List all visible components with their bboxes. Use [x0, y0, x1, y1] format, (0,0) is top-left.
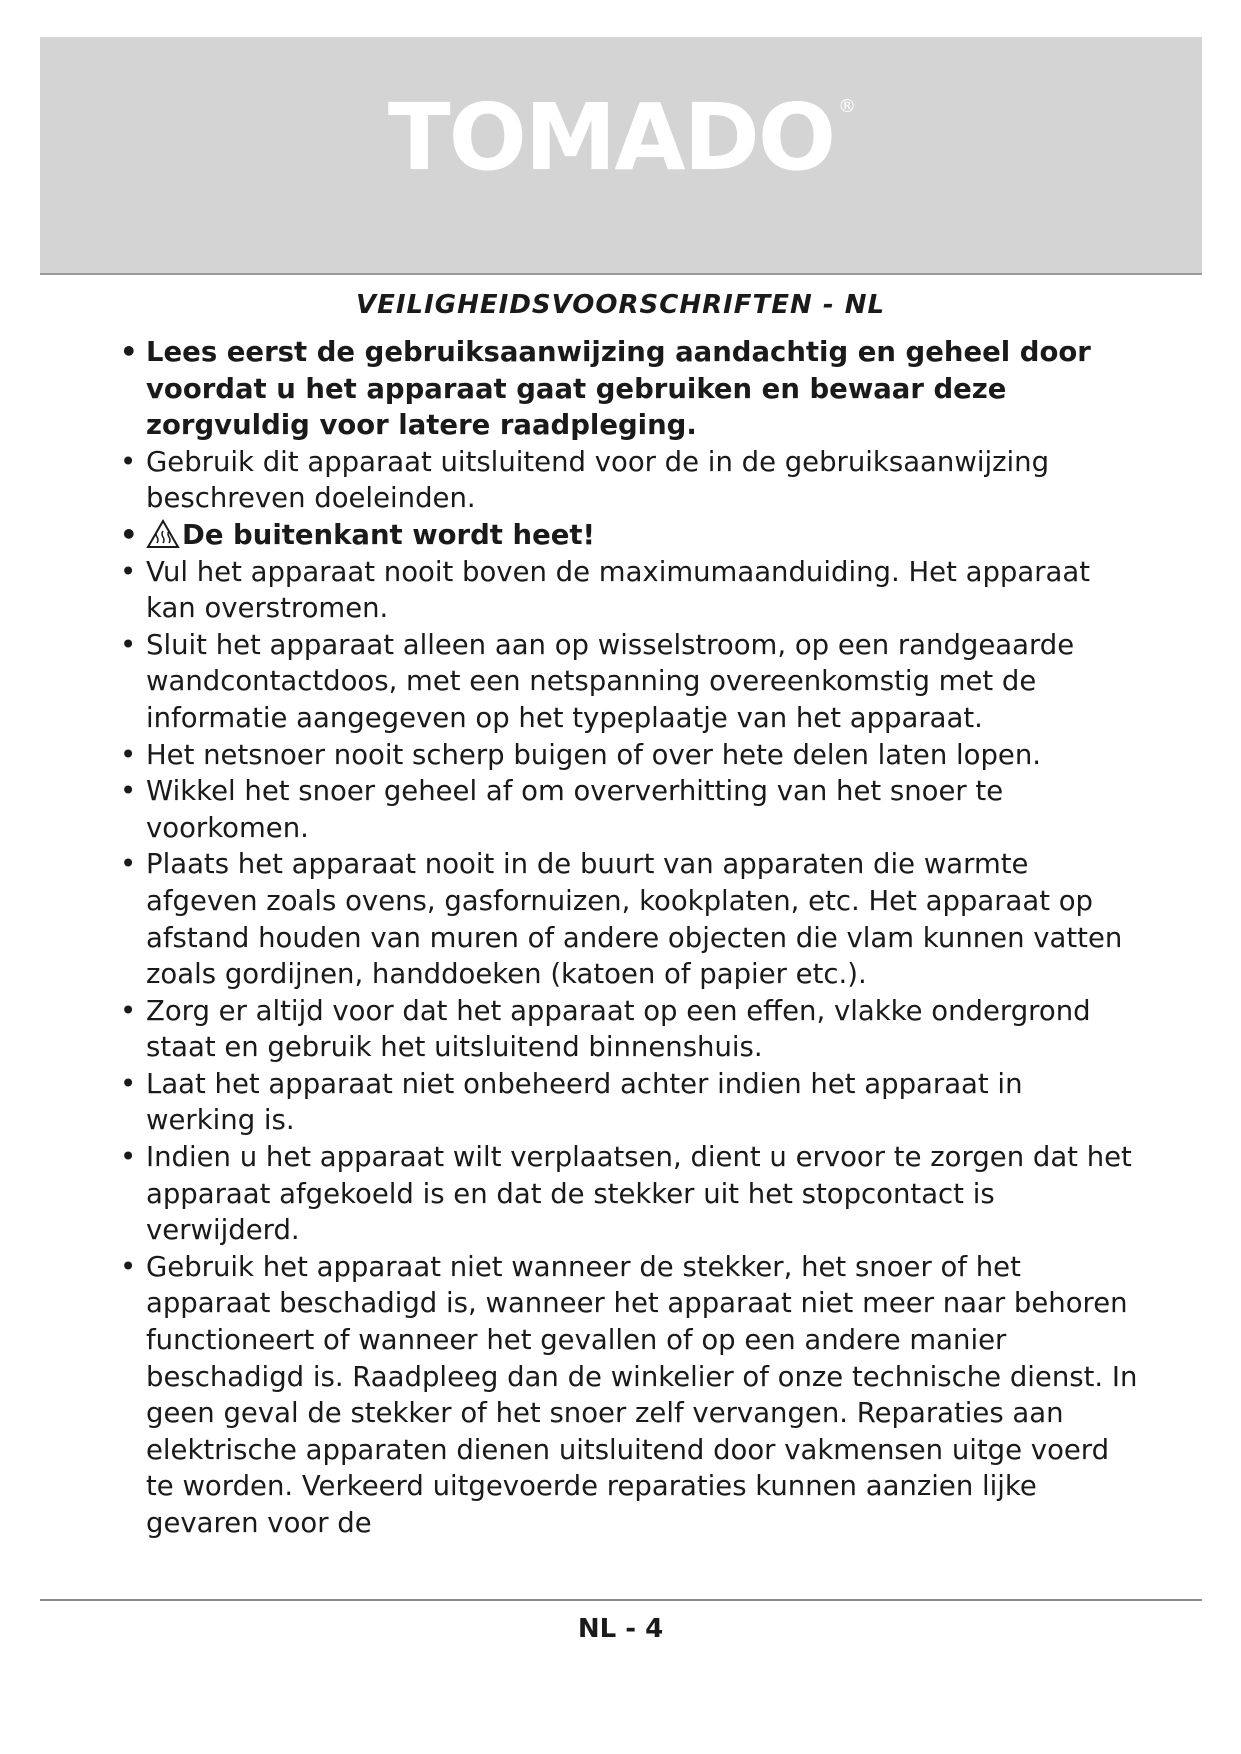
list-item-text: Gebruik dit apparaat uitsluitend voor de in de gebruiksaanwijzing beschreven doeleinden.	[146, 445, 1050, 515]
list-item	[118, 1066, 1138, 1139]
list-item-text: Vul het apparaat nooit boven de maximumaanduiding. Het apparaat kan overstromen.	[146, 555, 1090, 625]
list-item-text: Wikkel het snoer geheel af om oververhitting van het snoer te voorkomen.	[146, 775, 1004, 844]
list-item-text: Laat het apparaat niet onbeheerd achter indien het apparaat in werking is.	[146, 1067, 1023, 1137]
page-number: NL - 4	[577, 1614, 664, 1644]
brand-logo	[40, 84, 1202, 191]
list-item-text: Lees eerst de gebruiksaanwijzing aandachtig en geheel door voordat u het apparaat gaat gebruiken en bewaar deze zorgvuldig voor latere raadpleging.	[146, 336, 1091, 442]
list-item	[118, 773, 1138, 846]
list-item	[118, 737, 1138, 774]
brand-name: TOMADO	[387, 84, 835, 191]
list-item-text: Zorg er altijd voor dat het apparaat op een effen, vlakke ondergrond staat en gebruik het uitsluitend binnenshuis.	[146, 994, 1091, 1064]
footer-divider	[40, 1599, 1202, 1601]
list-item-text: Het netsnoer nooit scherp buigen of over hete delen laten lopen.	[146, 738, 1041, 771]
list-item	[118, 993, 1138, 1066]
header-band	[40, 37, 1202, 275]
list-item	[118, 334, 1138, 444]
list-item-text: Indien u het apparaat wilt verplaatsen, dient u ervoor te zorgen dat het apparaat afgekoeld is en dat de stekker uit het stopcontact is verwijderd.	[146, 1141, 1132, 1247]
list-item	[118, 554, 1138, 627]
list-item-text: Plaats het apparaat nooit in de buurt van apparaten die warmte afgeven zoals ovens, gasfornuizen, kookplaten, etc. Het apparaat op afstand houden van muren of andere objecten die vlam kunnen vatten zoals gordijnen, handdoeken (katoen of papier etc.).	[146, 848, 1123, 991]
list-item	[118, 846, 1138, 992]
section-title: VEILIGHEIDSVOORSCHRIFTEN - NL	[355, 290, 886, 320]
list-item	[118, 444, 1138, 517]
list-item-text: Sluit het apparaat alleen aan op wisselstroom, op een randgeaarde wandcontactdoos, met een netspanning overeenkomstig met de informatie aangegeven op het typeplaatje van het apparaat.	[146, 628, 1075, 734]
list-item	[118, 627, 1138, 737]
safety-list	[118, 334, 1138, 1542]
list-item-text: Gebruik het apparaat niet wanneer de stekker, het snoer of het apparaat beschadigd is, wanneer het apparaat niet meer naar behoren functioneert of wanneer het gevallen of op een andere manier beschadigd is. Raadpleeg dan de winkelier of onze technische dienst. In geen geval de stekker of het snoer zelf vervangen. Reparaties aan elektrische apparaten dienen uitsluitend door vakmensen uitge voerd te worden. Verkeerd uitgevoerde reparaties kunnen aanzien lijke gevaren voor de	[146, 1250, 1138, 1539]
list-item	[118, 1249, 1138, 1542]
list-item-text: De buitenkant wordt heet!	[182, 518, 596, 551]
list-item	[118, 1139, 1138, 1249]
registered-mark: ®	[838, 96, 855, 117]
list-item	[118, 517, 1138, 554]
hot-surface-warning-icon	[146, 519, 180, 549]
